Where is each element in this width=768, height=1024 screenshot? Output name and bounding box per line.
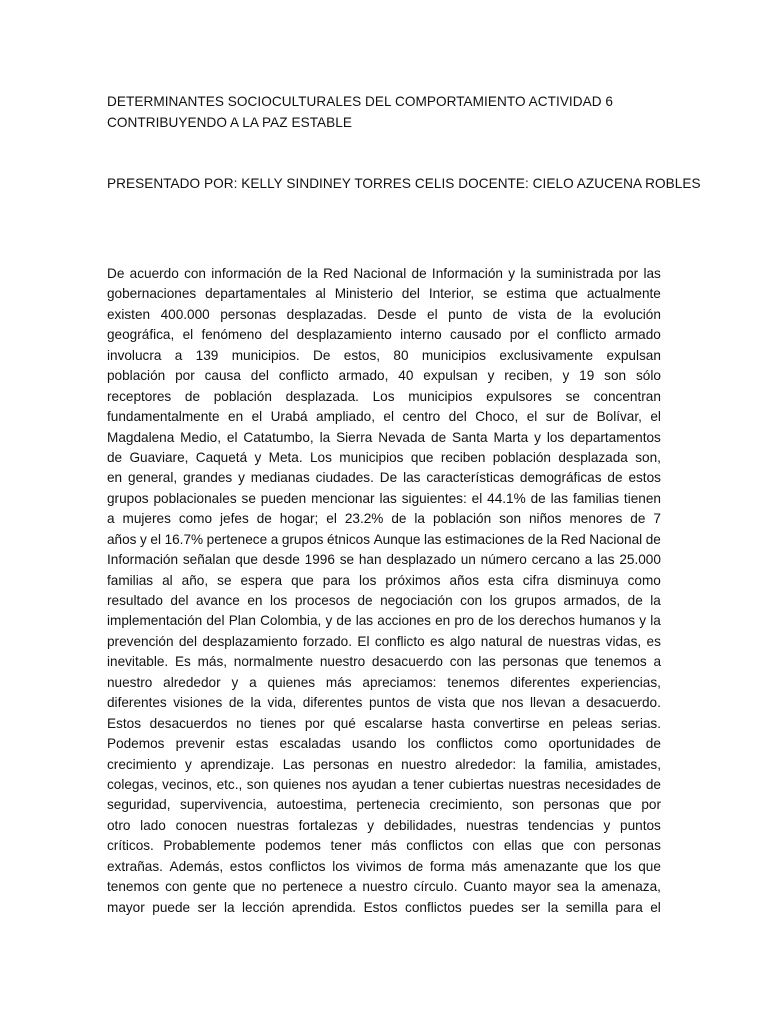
body-line: población por causa del conflicto armado, 40 expulsan y reciben, y 19 son sólo bbox=[107, 368, 661, 384]
body-line: familias al año, se espera que para los próximos años esta cifra disminuya como bbox=[107, 572, 661, 588]
body-line: fundamentalmente en el Urabá ampliado, el centro del Choco, el sur de Bolívar, el bbox=[107, 409, 661, 425]
body-line: gobernaciones departamentales al Ministerio del Interior, se estima que actualmente bbox=[107, 286, 661, 302]
body-line: geográfica, el fenómeno del desplazamiento interno causado por el conflicto armado bbox=[107, 327, 661, 343]
body-line: colegas, vecinos, etc., son quienes nos ayudan a tener cubiertas nuestras necesidades de bbox=[107, 776, 661, 792]
body-line: extrañas. Además, estos conflictos los vivimos de forma más amenazante que los que bbox=[107, 858, 661, 874]
body-line: Información señalan que desde 1996 se han desplazado un número cercano a las 25.000 bbox=[107, 552, 661, 568]
body-line: a mujeres como jefes de hogar; el 23.2% de la población son niños menores de 7 bbox=[107, 511, 661, 527]
body-line: grupos poblacionales se pueden mencionar las siguientes: el 44.1% de las familias tienen bbox=[107, 490, 661, 506]
body-line: críticos. Probablemente podemos tener más conflictos con ellas que con personas bbox=[107, 838, 661, 854]
body-line: nuestro alrededor y a quienes más apreciamos: tenemos diferentes experiencias, bbox=[107, 674, 661, 690]
body-paragraph bbox=[107, 264, 661, 918]
body-line: otro lado conocen nuestras fortalezas y debilidades, nuestras tendencias y puntos bbox=[107, 817, 661, 833]
body-line: Podemos prevenir estas escaladas usando los conflictos como oportunidades de bbox=[107, 736, 661, 752]
title-line-2: CONTRIBUYENDO A LA PAZ ESTABLE bbox=[107, 114, 352, 130]
body-line: diferentes visiones de la vida, diferentes puntos de vista que nos llevan a desacuerdo. bbox=[107, 695, 661, 711]
body-line: resultado del avance en los procesos de negociación con los grupos armados, de la bbox=[107, 593, 661, 608]
body-line: seguridad, supervivencia, autoestima, pertenecia crecimiento, son personas que por bbox=[107, 797, 661, 813]
body-line: crecimiento y aprendizaje. Las personas en nuestro alrededor: la familia, amistades, bbox=[107, 756, 661, 772]
body-line: años y el 16.7% pertenece a grupos étnicos Aunque las estimaciones de la Red Nacional de bbox=[107, 531, 661, 547]
body-line: de Guaviare, Caquetá y Meta. Los municipios que reciben población desplazada son, bbox=[107, 449, 661, 465]
document-title bbox=[107, 92, 667, 133]
body-line: Estos desacuerdos no tienes por qué escalarse hasta convertirse en peleas serias. bbox=[107, 715, 661, 731]
body-line: receptores de población desplazada. Los municipios expulsores se concentran bbox=[107, 388, 661, 404]
body-line: mayor puede ser la lección aprendida. Estos conflictos puedes ser la semilla para el bbox=[107, 899, 661, 915]
body-line: involucra a 139 municipios. De estos, 80 municipios exclusivamente expulsan bbox=[107, 347, 661, 363]
presented-by-line: PRESENTADO POR: KELLY SINDINEY TORRES CELIS DOCENTE: CIELO AZUCENA ROBLES bbox=[107, 176, 701, 191]
body-line: inevitable. Es más, normalmente nuestro desacuerdo con las personas que tenemos a bbox=[107, 654, 661, 670]
body-line: De acuerdo con información de la Red Nacional de Información y la suministrada por las bbox=[107, 266, 661, 281]
body-line: prevención del desplazamiento forzado. El conflicto es algo natural de nuestras vidas, es bbox=[107, 633, 661, 649]
body-line: en general, grandes y medianas ciudades. De las características demográficas de estos bbox=[107, 470, 661, 486]
body-line: tenemos con gente que no pertenece a nuestro círculo. Cuanto mayor sea la amenaza, bbox=[107, 879, 661, 895]
body-line: implementación del Plan Colombia, y de las acciones en pro de los derechos humanos y la bbox=[107, 613, 661, 629]
body-line: existen 400.000 personas desplazadas. Desde el punto de vista de la evolución bbox=[107, 306, 661, 322]
body-line: Magdalena Medio, el Catatumbo, la Sierra Nevada de Santa Marta y los departamentos bbox=[107, 429, 661, 445]
title-line-1: DETERMINANTES SOCIOCULTURALES DEL COMPORTAMIENTO ACTIVIDAD 6 bbox=[107, 94, 614, 109]
